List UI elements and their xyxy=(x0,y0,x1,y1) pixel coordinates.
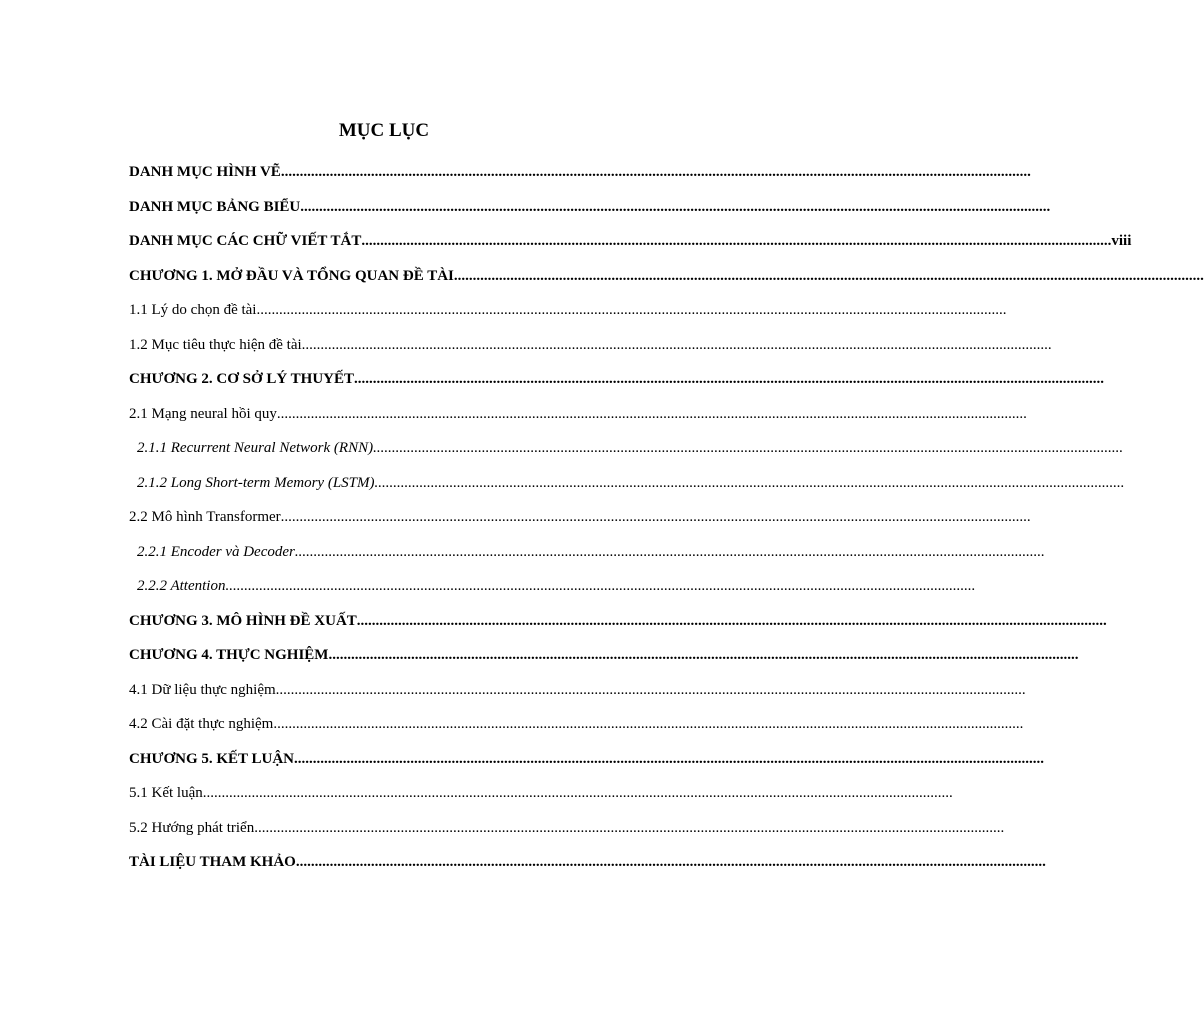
toc-entry-label: DANH MỤC BẢNG BIỂU xyxy=(129,198,301,215)
toc-entry-label: 1.2 Mục tiêu thực hiện đề tài xyxy=(129,336,302,353)
toc-entry[interactable] xyxy=(129,642,1079,677)
toc-entry-label: 2.1 Mạng neural hồi quy xyxy=(129,405,277,422)
toc-entry-label: CHƯƠNG 5. KẾT LUẬN xyxy=(129,750,295,767)
toc-entry[interactable] xyxy=(129,332,1052,367)
toc-dot-leader: ........................................................................................................................................................................................................ xyxy=(294,543,1045,560)
toc-dot-leader: ........................................................................................................................................................................................................ xyxy=(280,509,1031,525)
toc-dot-leader: ........................................................................................................................................................................................................ xyxy=(280,164,1031,180)
toc-entry[interactable] xyxy=(129,297,1007,332)
toc-entry[interactable] xyxy=(129,228,1132,263)
toc-dot-leader: ........................................................................................................................................................................................................ xyxy=(276,405,1027,422)
toc-entry-label: CHƯƠNG 1. MỞ ĐẦU VÀ TỔNG QUAN ĐỀ TÀI xyxy=(129,267,454,284)
toc-entry[interactable] xyxy=(129,194,1051,229)
toc-entry-label: 2.2 Mô hình Transformer xyxy=(129,509,281,525)
toc-entry[interactable] xyxy=(129,366,1105,401)
page-title: MỤC LỤC xyxy=(338,120,430,141)
toc-entry-label: DANH MỤC HÌNH VẼ xyxy=(129,164,281,180)
toc-dot-leader: ........................................................................................................................................................................................................ xyxy=(256,302,1007,318)
toc-dot-leader: ........................................................................................................................................................................................................ xyxy=(354,371,1105,387)
toc-entry-label: 2.1.1 Recurrent Neural Network (RNN) xyxy=(137,440,374,456)
toc-entry-label: 2.2.2 Attention xyxy=(137,578,226,594)
toc-dot-leader: ........................................................................................................................................................................................................ xyxy=(275,681,1026,698)
toc-dot-leader: ........................................................................................................................................................................................................ xyxy=(295,854,1046,870)
toc-entry-label: 5.1 Kết luận xyxy=(129,785,203,801)
toc-entry-label: CHƯƠNG 4. THỰC NGHIỆM xyxy=(129,647,329,663)
toc-entry[interactable] xyxy=(129,435,1124,470)
toc-entry[interactable] xyxy=(129,746,1045,781)
toc-entry-label: CHƯƠNG 3. MÔ HÌNH ĐỀ XUẤT xyxy=(129,612,357,629)
toc-entry[interactable] xyxy=(129,815,1005,850)
toc-dot-leader: ........................................................................................................................................................................................................ xyxy=(356,612,1107,629)
toc-entry[interactable] xyxy=(129,677,1026,712)
toc-entry-label: TÀI LIỆU THAM KHẢO xyxy=(129,854,296,870)
toc-dot-leader: ........................................................................................................................................................................................................ xyxy=(273,716,1024,732)
toc-dot-leader: ........................................................................................................................................................................................................ xyxy=(301,336,1052,353)
toc-entry[interactable] xyxy=(129,849,1046,884)
toc-dot-leader: ........................................................................................................................................................................................................ xyxy=(225,578,976,594)
toc-entry[interactable] xyxy=(129,539,1045,574)
toc-entry-label: 2.1.2 Long Short-term Memory (LSTM) xyxy=(137,474,375,491)
toc-entry-label: 4.1 Dữ liệu thực nghiệm xyxy=(129,681,276,698)
toc-dot-leader: ........................................................................................................................................................................................................ xyxy=(300,198,1051,215)
toc-entry[interactable] xyxy=(129,159,1031,194)
table-of-contents xyxy=(129,159,1204,884)
toc-entry[interactable] xyxy=(129,504,1031,539)
toc-entry-label: 1.1 Lý do chọn đề tài xyxy=(129,302,257,318)
toc-dot-leader: ........................................................................................................................................................................................................ xyxy=(294,750,1045,767)
toc-dot-leader: ........................................................................................................................................................................................................ xyxy=(202,785,953,801)
toc-entry-label: 5.2 Hướng phát triển xyxy=(129,819,255,836)
toc-entry[interactable] xyxy=(129,401,1027,436)
toc-page-number: viii xyxy=(1111,233,1132,249)
toc-dot-leader: ........................................................................................................................................................................................................ xyxy=(361,233,1112,249)
toc-dot-leader: ........................................................................................................................................................................................................ xyxy=(373,440,1124,456)
toc-entry-label: CHƯƠNG 2. CƠ SỞ LÝ THUYẾT xyxy=(129,371,355,387)
toc-entry[interactable] xyxy=(129,470,1125,505)
toc-dot-leader: ........................................................................................................................................................................................................ xyxy=(453,267,1204,284)
toc-entry[interactable] xyxy=(129,780,953,815)
toc-entry[interactable] xyxy=(129,573,976,608)
toc-entry-label: 4.2 Cài đặt thực nghiệm xyxy=(129,716,274,732)
toc-dot-leader: ........................................................................................................................................................................................................ xyxy=(328,647,1079,663)
toc-entry-label: DANH MỤC CÁC CHỮ VIẾT TẮT xyxy=(129,233,362,249)
toc-entry[interactable] xyxy=(129,711,1024,746)
toc-dot-leader: ........................................................................................................................................................................................................ xyxy=(254,819,1005,836)
toc-entry[interactable] xyxy=(129,263,1204,298)
toc-entry-label: 2.2.1 Encoder và Decoder xyxy=(137,543,295,560)
toc-entry[interactable] xyxy=(129,608,1107,643)
toc-dot-leader: ........................................................................................................................................................................................................ xyxy=(374,474,1125,491)
